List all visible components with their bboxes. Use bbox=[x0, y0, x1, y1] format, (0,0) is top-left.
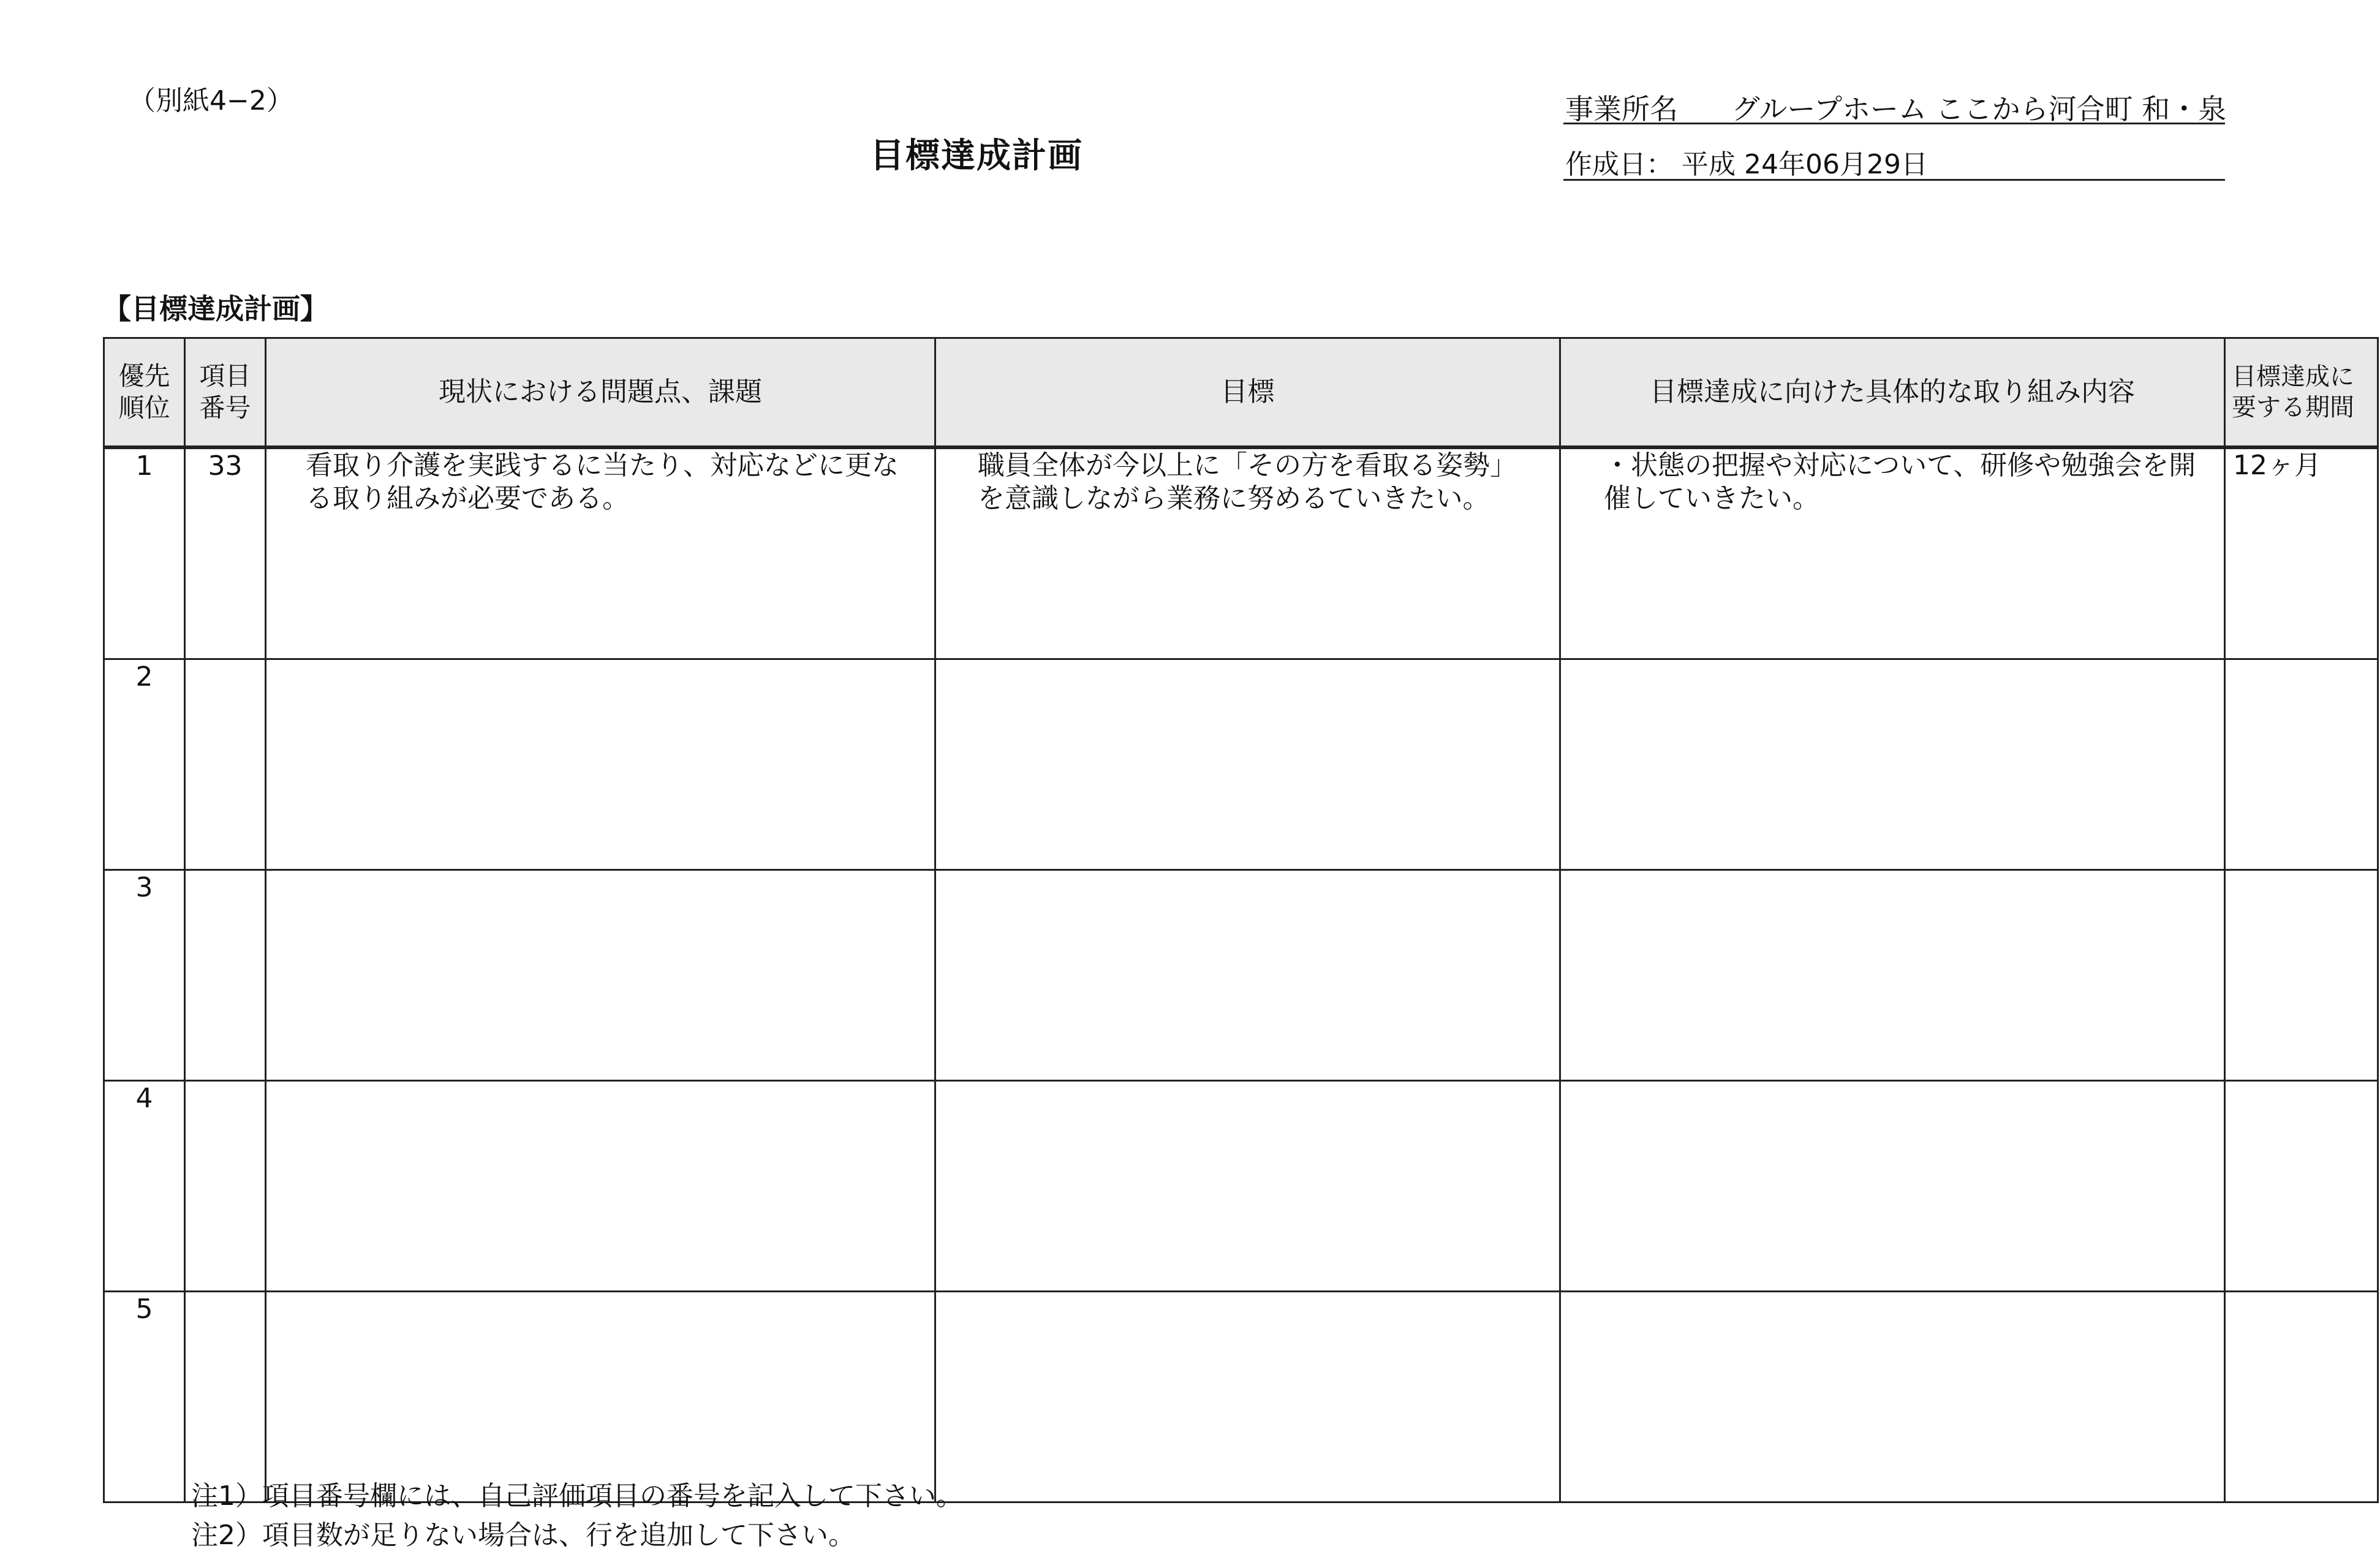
cell-issues bbox=[266, 1292, 935, 1502]
office-underline bbox=[1563, 123, 2225, 124]
created-label: 作成日： bbox=[1565, 149, 1673, 180]
cell-item-no bbox=[185, 870, 266, 1081]
cell-item-no bbox=[185, 1292, 266, 1502]
cell-item-no bbox=[185, 1081, 266, 1292]
cell-priority: 3 bbox=[104, 870, 185, 1081]
col-header-issues: 現状における問題点、課題 bbox=[266, 338, 935, 448]
table-row bbox=[104, 659, 2378, 870]
cell-actions: ・状態の把握や対応について、研修や勉強会を開催していきたい。 bbox=[1560, 447, 2225, 659]
table-header-row bbox=[104, 338, 2378, 448]
footnote-1: 注1）項目番号欄には、自己評価項目の番号を記入して下さい。 bbox=[191, 1480, 963, 1512]
office-label: 事業所名 bbox=[1565, 93, 1678, 126]
created-underline bbox=[1563, 179, 2225, 181]
col-header-priority: 優先 順位 bbox=[104, 338, 185, 448]
cell-goal bbox=[935, 1081, 1560, 1292]
cell-issues bbox=[266, 659, 935, 870]
cell-actions bbox=[1560, 1292, 2225, 1502]
cell-priority: 5 bbox=[104, 1292, 185, 1502]
col-header-actions: 目標達成に向けた具体的な取り組み内容 bbox=[1560, 338, 2225, 448]
table-row bbox=[104, 1081, 2378, 1292]
cell-item-no bbox=[185, 659, 266, 870]
section-title: 【目標達成計画】 bbox=[103, 292, 328, 325]
cell-goal: 職員全体が今以上に「その方を看取る姿勢」を意識しながら業務に努めるていきたい。 bbox=[935, 447, 1560, 659]
office-name: グループホーム ここから河合町 和・泉 bbox=[1731, 93, 2227, 126]
cell-issues: 看取り介護を実践するに当たり、対応などに更なる取り組みが必要である。 bbox=[266, 447, 935, 659]
cell-actions bbox=[1560, 870, 2225, 1081]
col-header-period: 目標達成に 要する期間 bbox=[2225, 338, 2378, 448]
cell-item-no: 33 bbox=[185, 447, 266, 659]
cell-issues bbox=[266, 870, 935, 1081]
footnotes bbox=[191, 1477, 963, 1555]
col-header-goal: 目標 bbox=[935, 338, 1560, 448]
attachment-label: （別紙4−2） bbox=[129, 85, 293, 116]
footnote-2: 注2）項目数が足りない場合は、行を追加して下さい。 bbox=[191, 1520, 855, 1551]
table-row bbox=[104, 870, 2378, 1081]
cell-priority: 2 bbox=[104, 659, 185, 870]
cell-goal bbox=[935, 659, 1560, 870]
cell-goal bbox=[935, 1292, 1560, 1502]
table-row bbox=[104, 1292, 2378, 1502]
cell-priority: 4 bbox=[104, 1081, 185, 1292]
cell-goal bbox=[935, 870, 1560, 1081]
page-title: 目標達成計画 bbox=[870, 136, 1083, 176]
cell-period: 12ヶ月 bbox=[2225, 447, 2378, 659]
created-date-field bbox=[1565, 142, 1928, 181]
cell-period bbox=[2225, 870, 2378, 1081]
office-name-field bbox=[1565, 87, 2226, 127]
col-header-item-no: 項目 番号 bbox=[185, 338, 266, 448]
cell-actions bbox=[1560, 1081, 2225, 1292]
cell-period bbox=[2225, 659, 2378, 870]
cell-issues bbox=[266, 1081, 935, 1292]
created-date: 平成 24年06月29日 bbox=[1682, 149, 1928, 180]
table-row bbox=[104, 447, 2378, 659]
cell-period bbox=[2225, 1081, 2378, 1292]
cell-actions bbox=[1560, 659, 2225, 870]
goal-plan-table bbox=[103, 337, 2379, 1503]
cell-priority: 1 bbox=[104, 447, 185, 659]
cell-period bbox=[2225, 1292, 2378, 1502]
